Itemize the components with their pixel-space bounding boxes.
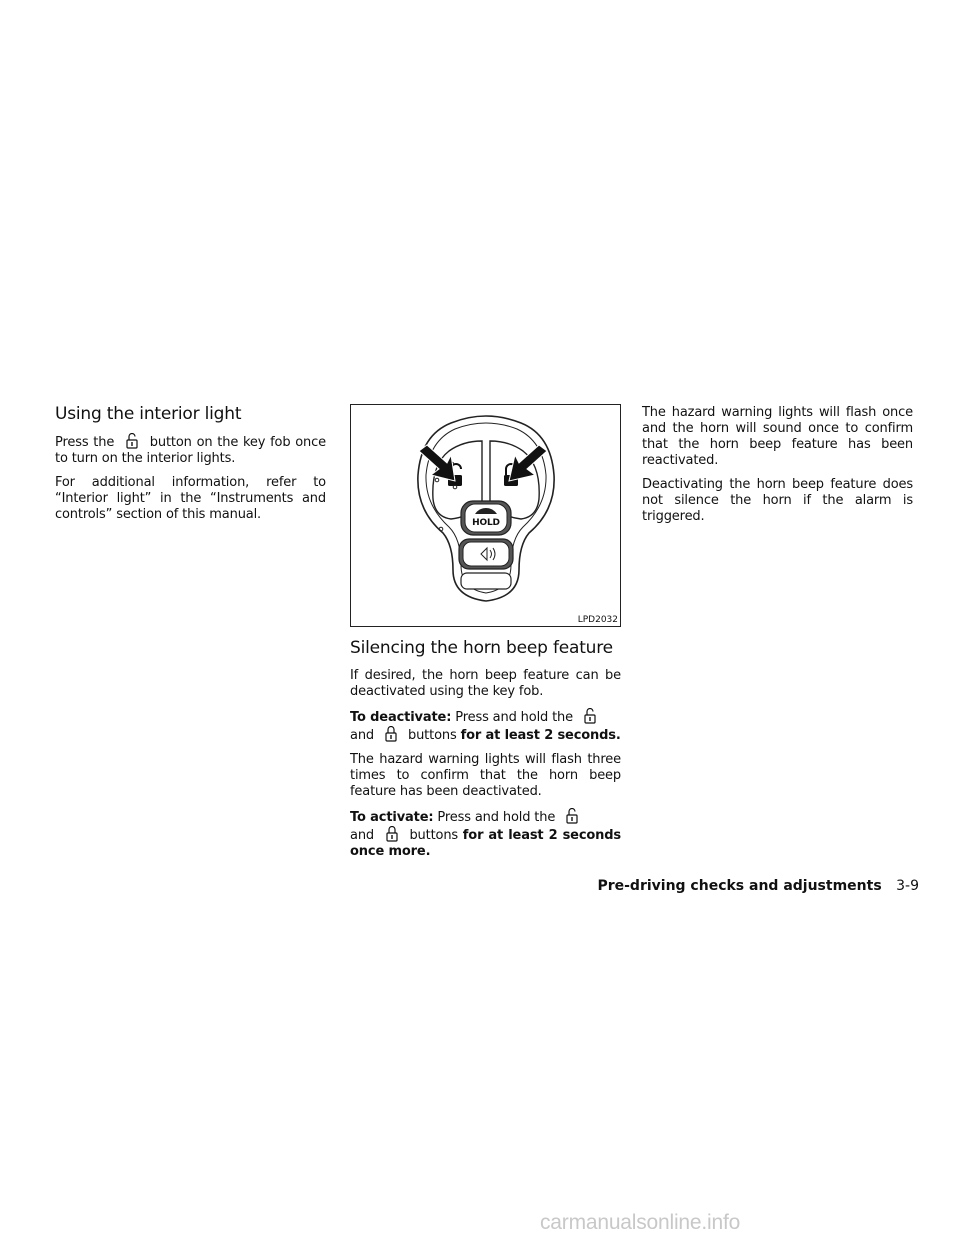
heading-horn-beep: Silencing the horn beep feature xyxy=(350,638,613,658)
lock-icon xyxy=(378,726,404,742)
paragraph-alarm-note: Deactivating the horn beep feature does not silence the horn if the alarm is triggered. xyxy=(642,477,913,524)
text-press-hold-1: Press and hold the xyxy=(455,710,573,725)
figure-label: LPD2032 xyxy=(577,615,618,625)
page-footer xyxy=(597,877,919,895)
label-to-deactivate: To deactivate: xyxy=(350,710,452,725)
text-and-1: and xyxy=(350,728,375,743)
text-buttons-1: buttons xyxy=(407,728,457,743)
text-buttons-2: buttons xyxy=(409,828,459,843)
label-to-activate: To activate: xyxy=(350,810,434,825)
page-number: 3-9 xyxy=(896,878,919,894)
column-hazard-info xyxy=(642,405,913,533)
heading-interior-light: Using the interior light xyxy=(55,404,242,424)
paragraph-intro: If desired, the horn beep feature can be deactivated using the key fob. xyxy=(350,668,621,699)
footer-section-title: Pre-driving checks and adjustments xyxy=(597,878,882,894)
paragraph-reactivated: The hazard warning lights will flash once and the horn will sound once to confirm that the horn beep feature has been reactivated. xyxy=(642,405,913,468)
watermark: carmanualsonline.info xyxy=(540,1211,741,1234)
key-fob-figure xyxy=(350,404,621,627)
text-and-2: and xyxy=(350,828,375,843)
paragraph-deactivate xyxy=(350,708,621,744)
text-button-on-key-fob: button on the key fob once to turn on the interior lights. xyxy=(55,435,326,466)
column-interior-light xyxy=(55,404,326,531)
text-press-the: Press the xyxy=(55,435,115,450)
unlock-icon xyxy=(119,433,145,449)
hold-label: HOLD xyxy=(472,518,500,528)
unlock-icon xyxy=(559,808,585,824)
paragraph-activate xyxy=(350,808,621,860)
text-activate-duration: for at least 2 seconds once more. xyxy=(350,828,622,859)
text-deactivate-duration: for at least 2 seconds. xyxy=(460,728,621,743)
column-horn-beep xyxy=(350,404,621,868)
unlock-icon xyxy=(577,708,603,724)
paragraph-additional-info: For additional information, refer to “Interior light” in the “Instruments and controls” section of this manual. xyxy=(55,475,326,522)
paragraph-press-button xyxy=(55,433,326,467)
lock-icon xyxy=(379,826,405,842)
paragraph-confirm-deactivated: The hazard warning lights will flash three times to confirm that the horn beep feature has been deactivated. xyxy=(350,752,621,799)
key-fob-illustration xyxy=(351,405,620,626)
text-press-hold-2: Press and hold the xyxy=(437,810,556,825)
